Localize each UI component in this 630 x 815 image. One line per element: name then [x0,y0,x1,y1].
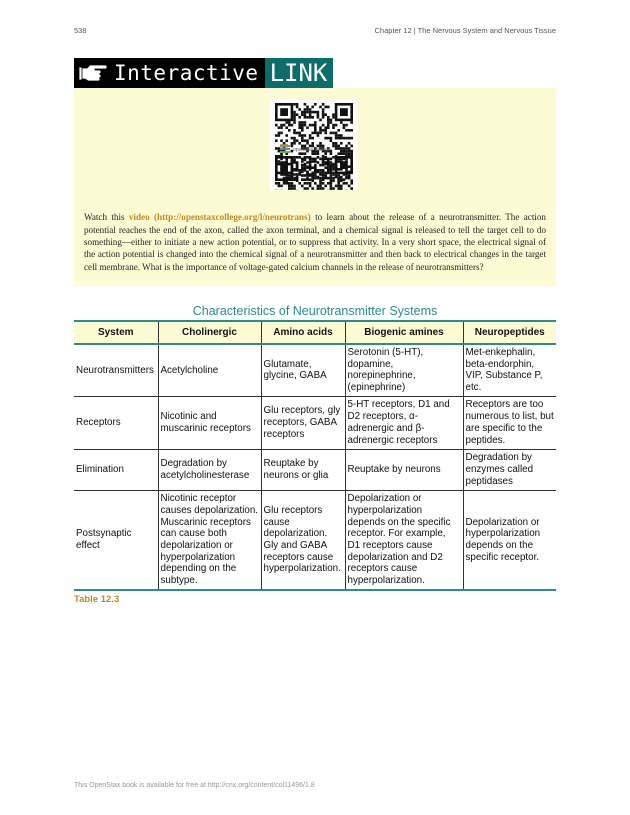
table-cell: Acetylcholine [158,344,261,396]
table-cell: Receptors [74,396,158,449]
openstax-logo-icon [280,145,290,153]
qr-code[interactable] [270,100,358,190]
table-cell: Serotonin (5-HT), dopamine, norepinephrine, (epinephrine) [345,344,463,396]
table-cell: Glu receptors, gly receptors, GABA receptors [261,396,345,449]
table-cell: Met-enkephalin, beta-endorphin, VIP, Substance P, etc. [463,344,556,396]
table-cell: Neurotransmitters [74,344,158,396]
table-cell: Degradation by acetylcholinesterase [158,449,261,490]
chapter-title: Chapter 12 | The Nervous System and Nervous Tissue [374,26,556,35]
table-row [74,344,556,396]
table-title: Characteristics of Neurotransmitter Systems [192,304,438,318]
page-footer: This OpenStax book is available for free at http://cnx.org/content/col11496/1.8 [74,782,315,789]
table-cell: Glutamate, glycine, GABA [261,344,345,396]
table-cell: Depolarization or hyperpolarization depends on the specific receptor. For example, D1 receptors cause depolarization and D2 receptors cause hyperpolarization. [345,490,463,590]
pointing-hand-icon [78,62,108,84]
header-system: System [74,321,158,344]
header-biogenic-amines: Biogenic amines [345,321,463,344]
header-cholinergic: Cholinergic [158,321,261,344]
table-cell: 5-HT receptors, D1 and D2 receptors, α-adrenergic and β-adrenergic receptors [345,396,463,449]
banner-link-word: LINK [265,58,334,88]
table-caption: Table 12.3 [74,594,120,605]
banner-left [74,58,265,88]
neurotransmitter-table [74,320,556,591]
interactive-link-banner [74,58,333,88]
table-header-row [74,321,556,344]
header-amino-acids: Amino acids [261,321,345,344]
qr-brand: openstax college [293,147,331,153]
text-after: to learn about the release of a neurotransmitter. The action potential reaches the end of the axon, called the axon terminal, and a chemical signal is released to tell the target cell to do something—either to initiate a new action potential, or to suppress that activity. In a very short space, the electrical signal of the action potential is changed into the chemical signal of a neurotransmitter and then back to electrical changes in the target cell membrane. What is the importance of voltage-gated calcium channels in the release of neurotransmitters? [84,212,546,272]
interactive-description [84,211,546,273]
table-cell: Reuptake by neurons [345,449,463,490]
qr-code-image [270,100,358,190]
text-before: Watch this [84,212,129,223]
table-cell: Postsynaptic effect [74,490,158,590]
interactive-panel [74,88,556,286]
table-row [74,396,556,449]
table-cell: Reuptake by neurons or glia [261,449,345,490]
header-neuropeptides: Neuropeptides [463,321,556,344]
page-number: 538 [74,26,87,35]
table-cell: Depolarization or hyperpolarization depends on the specific receptor. [463,490,556,590]
banner-word: Interactive [114,61,259,85]
table-cell: Receptors are too numerous to list, but are specific to the peptides. [463,396,556,449]
table-cell: Nicotinic and muscarinic receptors [158,396,261,449]
page-header [74,26,556,38]
table-cell: Nicotinic receptor causes depolarization. Muscarinic receptors can cause both depolarization or hyperpolarization depending on the subtype. [158,490,261,590]
table-cell: Elimination [74,449,158,490]
table-cell: Glu receptors cause depolarization. Gly and GABA receptors cause hyperpolarization. [261,490,345,590]
table-cell: Degradation by enzymes called peptidases [463,449,556,490]
video-link[interactable]: video (http://openstaxcollege.org/l/neurotrans) [128,212,311,223]
table-row [74,490,556,590]
table-row [74,449,556,490]
